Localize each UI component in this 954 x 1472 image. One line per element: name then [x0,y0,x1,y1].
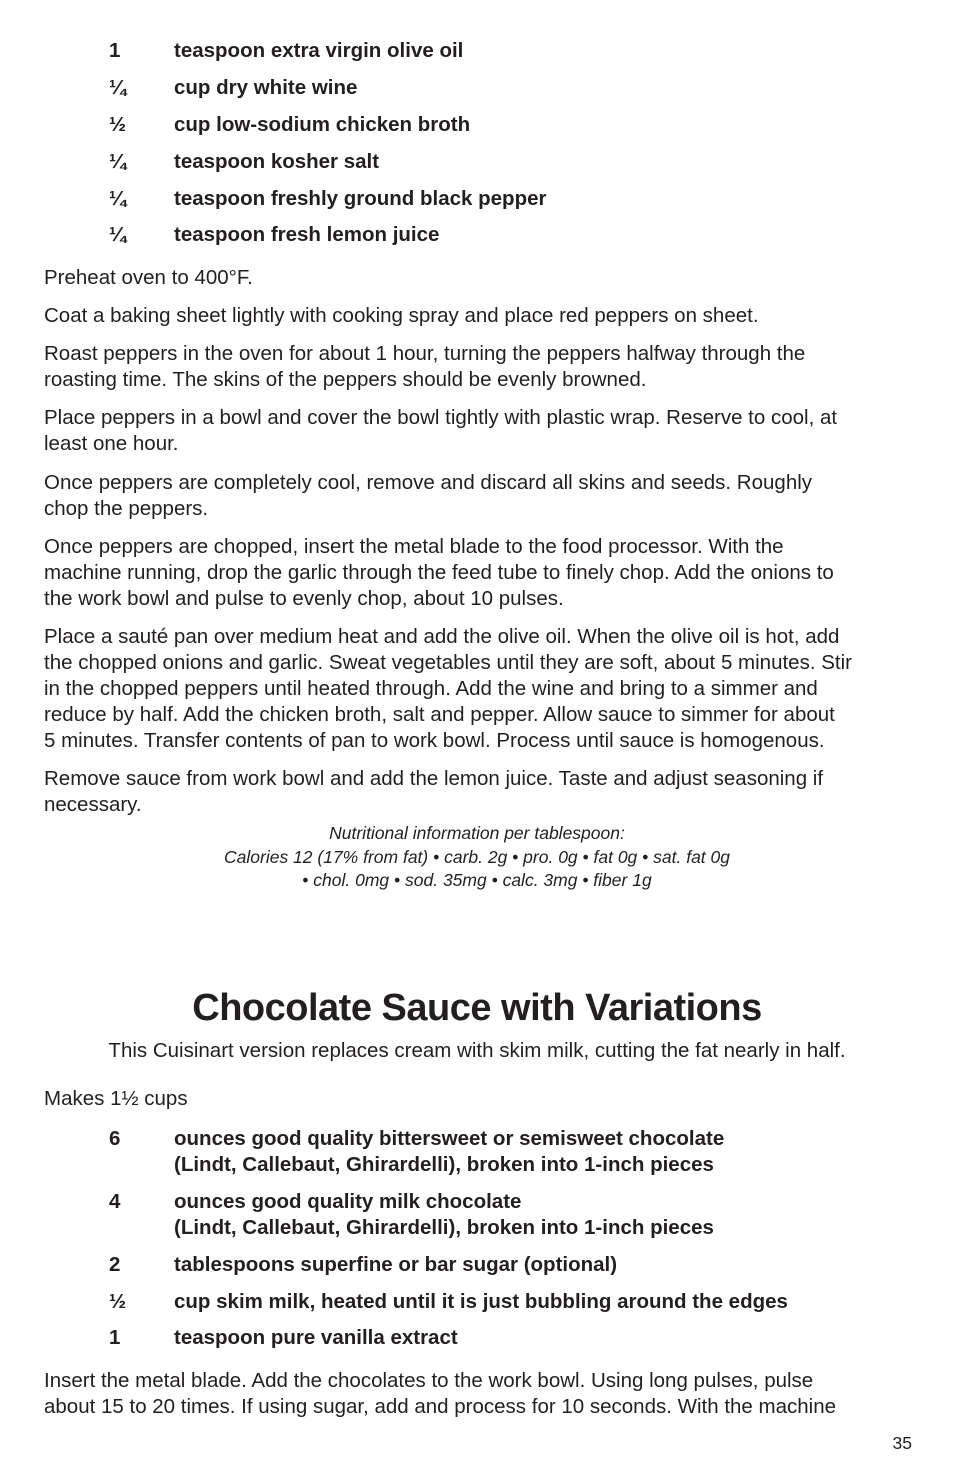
ingredient-quantity: 6 [109,1127,121,1150]
nutrition-line: • chol. 0mg • sod. 35mg • calc. 3mg • fiber 1g [302,870,652,890]
ingredient-description: teaspoon fresh lemon juice [174,223,440,246]
ingredient-description: ounces good quality milk chocolate [174,1190,522,1213]
instruction-line: roasting time. The skins of the peppers should be evenly browned. [44,368,647,391]
instruction-line: reduce by half. Add the chicken broth, salt and pepper. Allow sauce to simmer for about [44,703,835,726]
instruction-line: Coat a baking sheet lightly with cooking spray and place red peppers on sheet. [44,304,759,327]
page-number: 35 [892,1433,912,1453]
ingredient-description: ounces good quality bittersweet or semisweet chocolate [174,1127,725,1150]
ingredient-description: teaspoon extra virgin olive oil [174,39,464,62]
ingredient-description: (Lindt, Callebaut, Ghirardelli), broken into 1-inch pieces [174,1153,714,1176]
instruction-paragraph [44,1368,914,1420]
nutrition-info [0,822,954,893]
instruction-line: Insert the metal blade. Add the chocolates to the work bowl. Using long pulses, pulse [44,1369,814,1392]
instruction-line: 5 minutes. Transfer contents of pan to work bowl. Process until sauce is homogenous. [44,729,825,752]
instruction-paragraph [44,405,914,457]
instruction-paragraph [44,265,914,291]
instruction-line: in the chopped peppers until heated through. Add the wine and bring to a simmer and [44,677,818,700]
ingredient-description: teaspoon kosher salt [174,150,380,173]
ingredient-description: teaspoon freshly ground black pepper [174,187,547,210]
ingredient-quantity: 1 [109,1326,121,1349]
instruction-line: least one hour. [44,432,179,455]
ingredient-description: cup low-sodium chicken broth [174,113,471,136]
instruction-line: the chopped onions and garlic. Sweat vegetables until they are soft, about 5 minutes. Stir [44,651,852,674]
instruction-paragraph [44,470,914,522]
instruction-line: Roast peppers in the oven for about 1 hour, turning the peppers halfway through the [44,342,806,365]
ingredient-description: (Lindt, Callebaut, Ghirardelli), broken into 1-inch pieces [174,1216,714,1239]
instruction-line: Place peppers in a bowl and cover the bowl tightly with plastic wrap. Reserve to cool, at [44,406,838,429]
instruction-line: Once peppers are completely cool, remove and discard all skins and seeds. Roughly [44,471,813,494]
ingredient-quantity: ¼ [109,76,127,99]
ingredient-quantity: ½ [109,1290,127,1313]
instruction-line: Remove sauce from work bowl and add the lemon juice. Taste and adjust seasoning if [44,767,824,790]
ingredient-quantity: 2 [109,1253,121,1276]
recipe-title: Chocolate Sauce with Variations [192,987,762,1029]
recipe-intro: This Cuisinart version replaces cream with skim milk, cutting the fat nearly in half. [108,1039,846,1062]
ingredient-quantity: ½ [109,113,127,136]
ingredient-quantity: 1 [109,39,121,62]
instruction-line: necessary. [44,793,142,816]
instruction-line: about 15 to 20 times. If using sugar, add and process for 10 seconds. With the machine [44,1395,836,1418]
instruction-line: machine running, drop the garlic through the feed tube to finely chop. Add the onions to [44,561,834,584]
instruction-paragraph [44,766,914,818]
ingredient-description: cup skim milk, heated until it is just bubbling around the edges [174,1290,788,1313]
ingredient-description: tablespoons superfine or bar sugar (optional) [174,1253,618,1276]
instruction-paragraph [44,534,914,612]
instruction-line: chop the peppers. [44,497,209,520]
nutrition-line: Nutritional information per tablespoon: [329,823,625,843]
instruction-line: the work bowl and pulse to evenly chop, about 10 pulses. [44,587,564,610]
instruction-paragraph [44,624,914,754]
recipe-yield [44,1086,914,1112]
ingredient-description: teaspoon pure vanilla extract [174,1326,458,1349]
ingredient-description: cup dry white wine [174,76,358,99]
yield-text: Makes 1½ cups [44,1087,188,1110]
instruction-paragraph [44,303,914,329]
instruction-line: Place a sauté pan over medium heat and add the olive oil. When the olive oil is hot, add [44,625,840,648]
instruction-paragraph [44,341,914,393]
nutrition-line: Calories 12 (17% from fat) • carb. 2g • pro. 0g • fat 0g • sat. fat 0g [224,846,730,867]
ingredient-quantity: ¼ [109,150,127,173]
ingredient-quantity: ¼ [109,187,127,210]
ingredient-quantity: 4 [109,1190,121,1213]
instruction-line: Preheat oven to 400°F. [44,266,253,289]
ingredient-quantity: ¼ [109,223,127,246]
instruction-line: Once peppers are chopped, insert the metal blade to the food processor. With the [44,535,784,558]
